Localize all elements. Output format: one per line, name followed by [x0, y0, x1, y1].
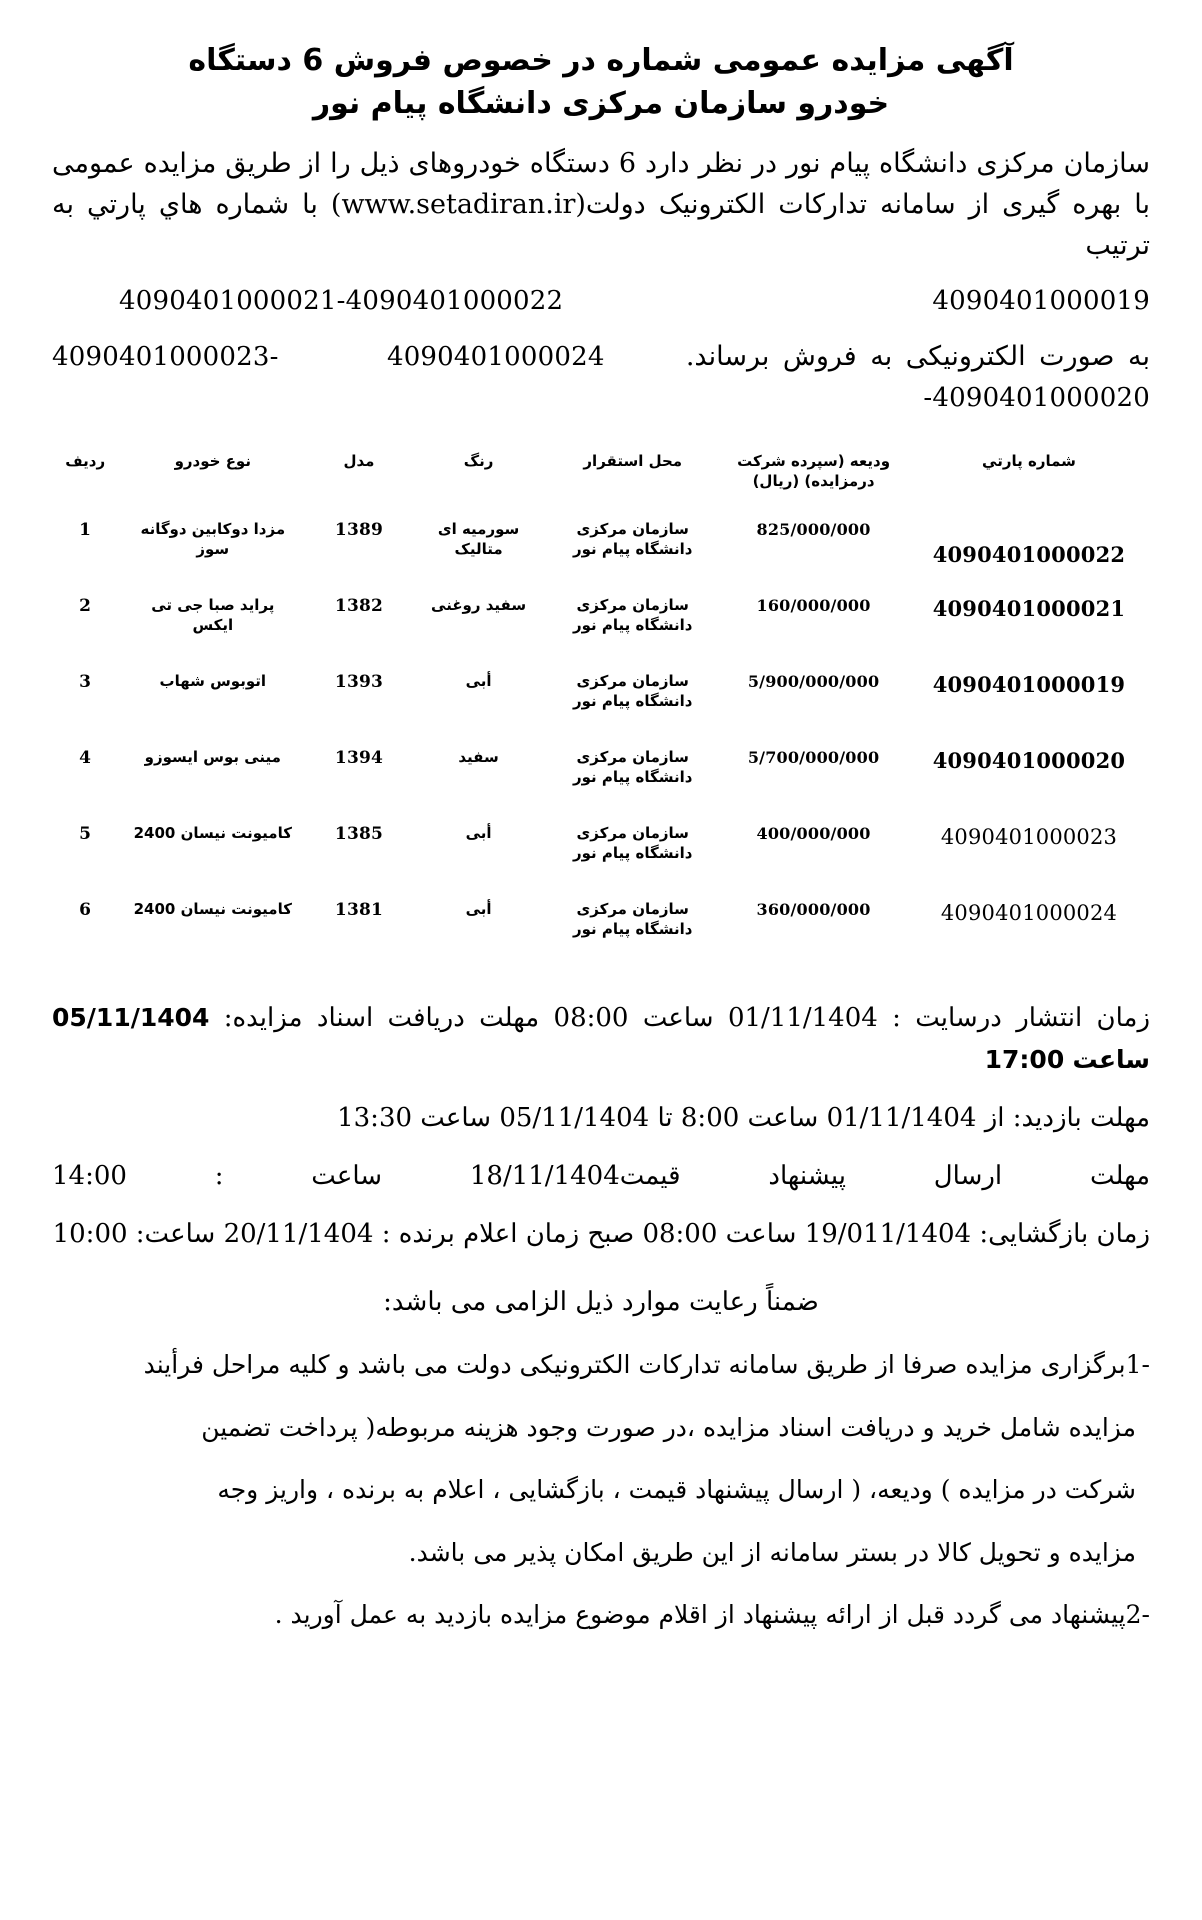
- row-number-value: 4: [79, 748, 92, 769]
- intro-paragraph: [52, 143, 1150, 266]
- cell-place: [546, 583, 719, 659]
- cell-deposit: [719, 583, 908, 659]
- page-title-line1: آگهی مزایده عمومی شماره در خصوص فروش 6 دستگاه: [188, 43, 1014, 78]
- condition-2-text: پیشنهاد می گردد قبل از ارائه پیشنهاد از اقلام موضوع مزایده بازدید به عمل آورید .: [274, 1600, 1126, 1630]
- column-header-place: محل استقرار: [583, 451, 683, 470]
- visit-to-date: 05/11/1404: [499, 1103, 650, 1134]
- color-line1: سفید: [458, 748, 499, 767]
- offer-label: مهلت ارسال پیشنهاد قیمت: [619, 1161, 1151, 1192]
- open-date: 19/011/1404: [804, 1219, 972, 1250]
- condition-item-2: [52, 1595, 1150, 1636]
- table-row: [52, 735, 1150, 811]
- place-line2: دانشگاه پیام نور: [573, 616, 693, 635]
- vehicle-line2: ایکس: [192, 616, 234, 635]
- cell-place: [546, 811, 719, 887]
- table-row: [52, 507, 1150, 583]
- cell-place: [546, 887, 719, 963]
- vehicle-line2: سوز: [196, 540, 230, 559]
- cell-row-number: [52, 735, 118, 811]
- model-value: 1393: [334, 672, 384, 693]
- row-number-value: 6: [79, 900, 92, 921]
- cell-party-number: [908, 887, 1150, 963]
- visit-label: مهلت بازدید: از: [984, 1103, 1150, 1134]
- party-number-group-left-1: 4090401000019: [932, 286, 1150, 317]
- cell-vehicle-type: [118, 659, 307, 735]
- deposit-value: 5/900/000/000: [747, 672, 880, 692]
- row-number-value: 5: [79, 824, 92, 845]
- vehicle-line1: پراید صبا جی تی: [151, 596, 275, 615]
- open-time-label: ساعت: [725, 1219, 797, 1250]
- place-line2: دانشگاه پیام نور: [573, 920, 693, 939]
- table-row: [52, 583, 1150, 659]
- table-body: [52, 507, 1150, 963]
- party-number-value: 4090401000022: [932, 542, 1126, 568]
- deposit-value: 5/700/000/000: [747, 748, 880, 768]
- vehicles-table: [52, 445, 1150, 963]
- place-line2: دانشگاه پیام نور: [573, 844, 693, 863]
- cell-row-number: [52, 659, 118, 735]
- cell-deposit: [719, 887, 908, 963]
- cell-row-number: [52, 507, 118, 583]
- cell-model: [307, 507, 411, 583]
- cell-party-number: [908, 659, 1150, 735]
- schedule-section: [52, 997, 1150, 1256]
- condition-1-text: برگزاری مزایده صرفا از طریق سامانه تدارکات الکترونیکی دولت می باشد و کلیه مراحل فرأیند: [143, 1350, 1126, 1380]
- place-line1: سازمان مرکزی: [576, 520, 689, 539]
- place-line1: سازمان مرکزی: [576, 900, 689, 919]
- cell-vehicle-type: [118, 507, 307, 583]
- vehicle-line1: اتوبوس شهاب: [159, 672, 267, 691]
- cell-model: [307, 659, 411, 735]
- row-number-value: 2: [79, 596, 92, 617]
- column-header-deposit: [719, 445, 908, 507]
- place-line1: سازمان مرکزی: [576, 672, 689, 691]
- color-line1: سفید روغنی: [431, 596, 527, 615]
- place-line1: سازمان مرکزی: [576, 824, 689, 843]
- visit-from-date: 01/11/1404: [826, 1103, 977, 1134]
- color-line1: أبی: [465, 672, 492, 691]
- column-header-vehicle-type: نوع خودرو: [174, 451, 251, 470]
- docs-time-label: ساعت: [1072, 1045, 1150, 1075]
- intro-text-part2: ) با شماره هاي پارتي به ترتیب: [52, 189, 1150, 262]
- cell-vehicle-type: [118, 811, 307, 887]
- cell-party-number: [908, 811, 1150, 887]
- page-title-line2: خودرو سازمان مرکزی دانشگاه پیام نور: [312, 85, 890, 121]
- model-value: 1385: [334, 824, 384, 845]
- deposit-value: 825/000/000: [756, 520, 871, 540]
- row-number-value: 3: [79, 672, 92, 693]
- open-label: زمان بازگشایی:: [979, 1219, 1150, 1250]
- column-header-row-number: ردیف: [65, 451, 106, 470]
- vehicle-line1: کامیونت نیسان 2400: [133, 900, 292, 919]
- cell-row-number: [52, 583, 118, 659]
- vehicle-line1: کامیونت نیسان 2400: [133, 824, 292, 843]
- condition-1-continuation-1: مزایده شامل خرید و دریافت اسناد مزایده ،در صورت وجود هزینه مربوطه( پرداخت تضمین: [201, 1412, 1136, 1442]
- setadiran-url: www.setadiran.ir: [341, 189, 576, 221]
- party-number-value: 4090401000019: [932, 672, 1126, 698]
- table-header: [52, 445, 1150, 507]
- vehicle-line1: مینی بوس ایسوزو: [144, 748, 281, 767]
- column-header-deposit-line2: درمزایده) (ریال): [752, 471, 875, 490]
- table-header-row: [52, 445, 1150, 507]
- table-row: [52, 659, 1150, 735]
- cell-color: [411, 887, 547, 963]
- publish-label: زمان انتشار درسایت :: [892, 1003, 1151, 1034]
- visit-to-label: تا: [657, 1103, 673, 1134]
- cell-vehicle-type: [118, 887, 307, 963]
- party-number-group-left-2: 4090401000024: [386, 341, 605, 372]
- party-number-group-mid-2: 4090401000023-: [52, 341, 279, 372]
- condition-1-marker: 1-: [1125, 1350, 1150, 1380]
- visit-from-time: 8:00: [680, 1103, 740, 1134]
- intro-text-part1: سازمان مرکزی دانشگاه پیام نور در نظر دارد 6 دستگاه خودروهای ذیل را از طریق مزایده عمومی با بهره گیری از سامانه تدارکات الکترونیک دولت(: [52, 148, 1150, 221]
- cell-color: [411, 507, 547, 583]
- color-line1: أبی: [465, 824, 492, 843]
- conditions-heading: ضمناً رعایت موارد ذیل الزامی می باشد:: [383, 1286, 819, 1317]
- cell-vehicle-type: [118, 583, 307, 659]
- cell-row-number: [52, 811, 118, 887]
- table-row: [52, 811, 1150, 887]
- offer-date: 18/11/1404: [469, 1161, 620, 1192]
- place-line2: دانشگاه پیام نور: [573, 692, 693, 711]
- docs-date: 05/11/1404: [52, 1003, 210, 1033]
- cell-deposit: [719, 811, 908, 887]
- page-title: [52, 40, 1150, 125]
- deposit-value: 360/000/000: [756, 900, 871, 920]
- visit-to-time: 13:30: [337, 1103, 413, 1134]
- cell-place: [546, 507, 719, 583]
- vehicle-line1: مزدا دوکابین دوگانه: [140, 520, 286, 539]
- publish-time-label: ساعت: [642, 1003, 714, 1034]
- condition-item-1: [52, 1345, 1150, 1386]
- condition-1-continuation-3: مزایده و تحویل کالا در بستر سامانه از این طریق امکان پذیر می باشد.: [408, 1537, 1136, 1567]
- column-header-color: رنگ: [463, 451, 494, 470]
- conditions-section: [52, 1282, 1150, 1636]
- cell-row-number: [52, 887, 118, 963]
- condition-1-continuation-2: شرکت در مزایده ) ودیعه، ( ارسال پیشنهاد قیمت ، بازگشایی ، اعلام به برنده ، واریز وجه: [217, 1475, 1136, 1505]
- party-number-value: 4090401000023: [940, 825, 1118, 850]
- docs-time: 17:00: [984, 1045, 1065, 1075]
- offer-deadline-line: [52, 1155, 1150, 1197]
- table-row: [52, 887, 1150, 963]
- cell-party-number: [908, 735, 1150, 811]
- condition-2-marker: 2-: [1125, 1600, 1150, 1630]
- color-line1: سورمیه ای: [437, 520, 520, 539]
- cell-place: [546, 735, 719, 811]
- party-number-value: 4090401000021: [932, 596, 1126, 622]
- visit-to-time-label: ساعت: [420, 1103, 492, 1134]
- party-number-value: 4090401000020: [932, 748, 1126, 774]
- visit-window-line: [52, 1097, 1150, 1139]
- deposit-value: 160/000/000: [756, 596, 871, 616]
- publish-time: 08:00: [553, 1003, 629, 1034]
- cell-color: [411, 811, 547, 887]
- cell-vehicle-type: [118, 735, 307, 811]
- place-line1: سازمان مرکزی: [576, 596, 689, 615]
- winner-date: 20/11/1404: [223, 1219, 374, 1250]
- open-morning: صبح: [587, 1219, 635, 1250]
- place-line1: سازمان مرکزی: [576, 748, 689, 767]
- publish-date: 01/11/1404: [727, 1003, 878, 1034]
- color-line2: متالیک: [454, 540, 503, 559]
- model-value: 1382: [334, 596, 384, 617]
- model-value: 1389: [334, 520, 384, 541]
- party-number-group-right-2: -4090401000020: [923, 383, 1150, 414]
- visit-from-time-label: ساعت: [747, 1103, 819, 1134]
- intro-text-part3: به صورت الکترونیکی به فروش برساند.: [685, 340, 1150, 372]
- cell-color: [411, 735, 547, 811]
- model-value: 1381: [334, 900, 384, 921]
- offer-time: 14:00: [52, 1161, 127, 1192]
- cell-place: [546, 659, 719, 735]
- cell-party-number: [908, 507, 1150, 583]
- publish-and-docs-line: [52, 997, 1150, 1081]
- party-number-group-right-1: 4090401000021-4090401000022: [119, 286, 564, 317]
- row-number-value: 1: [79, 520, 92, 541]
- column-header-party: شماره پارتي: [982, 451, 1076, 470]
- cell-model: [307, 887, 411, 963]
- open-time: 08:00: [642, 1219, 718, 1250]
- cell-model: [307, 583, 411, 659]
- intro-party-numbers-line2: [52, 336, 1150, 419]
- cell-deposit: [719, 507, 908, 583]
- column-header-model: مدل: [343, 451, 375, 470]
- cell-model: [307, 811, 411, 887]
- winner-time-label: ساعت:: [135, 1219, 216, 1250]
- offer-time-label: ساعت :: [214, 1161, 383, 1192]
- cell-model: [307, 735, 411, 811]
- opening-and-winner-line: [52, 1213, 1150, 1255]
- intro-party-numbers-line1: [52, 280, 1150, 322]
- place-line2: دانشگاه پیام نور: [573, 768, 693, 787]
- cell-color: [411, 659, 547, 735]
- cell-deposit: [719, 659, 908, 735]
- deposit-value: 400/000/000: [756, 824, 871, 844]
- cell-party-number: [908, 583, 1150, 659]
- column-header-deposit-line1: ودیعه (سپرده شرکت: [737, 451, 891, 470]
- model-value: 1394: [334, 748, 384, 769]
- winner-label: زمان اعلام برنده :: [381, 1219, 580, 1250]
- winner-time: 10:00: [52, 1219, 128, 1250]
- color-line1: أبی: [465, 900, 492, 919]
- docs-label: مهلت دریافت اسناد مزایده:: [223, 1003, 540, 1034]
- cell-color: [411, 583, 547, 659]
- place-line2: دانشگاه پیام نور: [573, 540, 693, 559]
- party-number-value: 4090401000024: [940, 901, 1118, 926]
- cell-deposit: [719, 735, 908, 811]
